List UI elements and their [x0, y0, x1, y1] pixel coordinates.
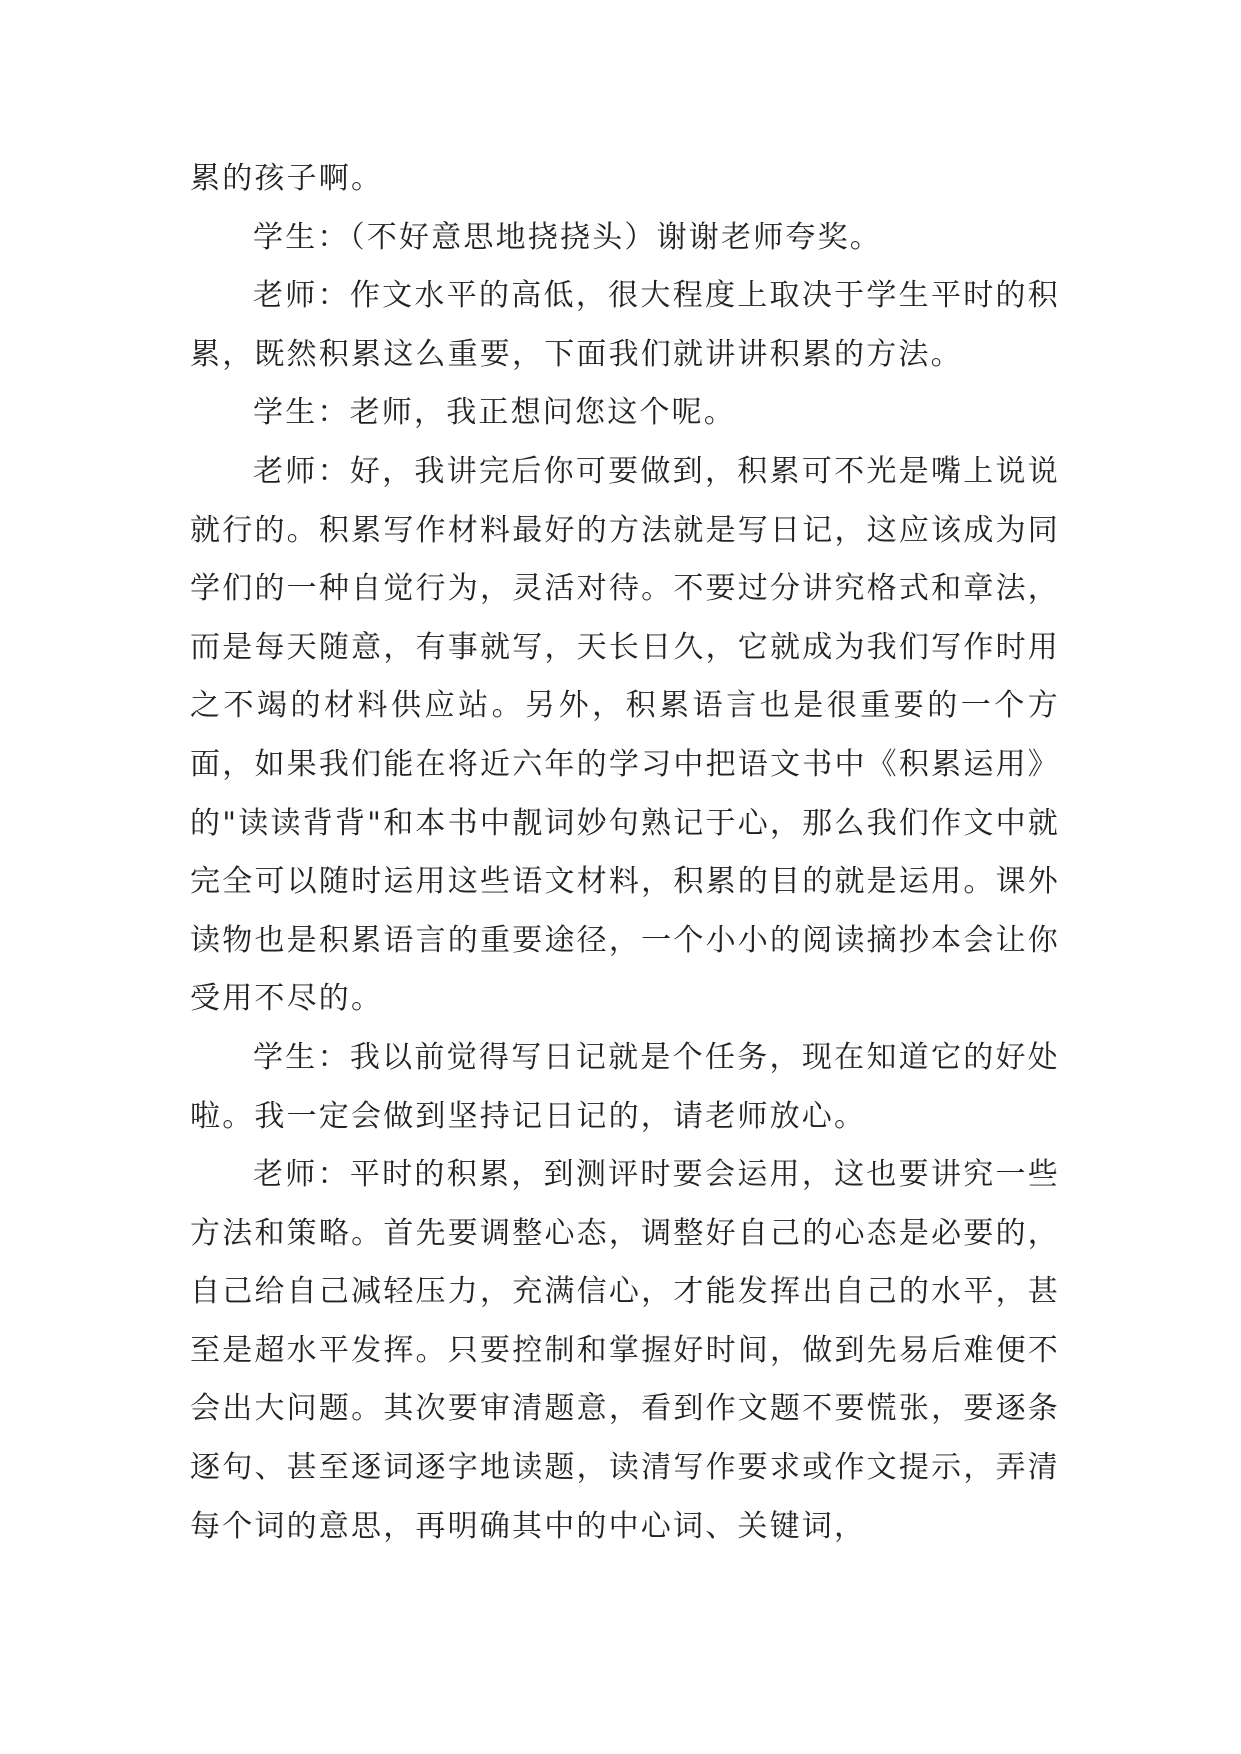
paragraph-7: 老师：平时的积累，到测评时要会运用，这也要讲究一些方法和策略。首先要调整心态，调整好自己的心态是必要的，自己给自己减轻压力，充满信心，才能发挥出自己的水平，甚至是超水平发挥。只要控制和掌握好时间，做到先易后难便不会出大问题。其次要审清题意，看到作文题不要慌张，要逐条逐句、甚至逐词逐字地读题，读清写作要求或作文提示，弄清每个词的意思，再明确其中的中心词、关键词， [190, 1157, 1060, 1544]
paragraph-6: 学生：我以前觉得写日记就是个任务，现在知道它的好处啦。我一定会做到坚持记日记的，请老师放心。 [190, 1039, 1060, 1134]
paragraph-4: 学生：老师，我正想问您这个呢。 [253, 395, 736, 431]
paragraph-1: 累的孩子啊。 [190, 161, 384, 196]
paragraph-5: 老师：好，我讲完后你可要做到，积累可不光是嘴上说说就行的。积累写作材料最好的方法就是写日记，这应该成为同学们的一种自觉行为，灵活对待。不要过分讲究格式和章法，而是每天随意，有事就写，天长日久，它就成为我们写作时用之不竭的材料供应站。另外，积累语言也是很重要的一个方面，如果我们能在将近六年的学习中把语文书中《积累运用》的"读读背背"和本书中靓词妙句熟记于心，那么我们作文中就完全可以随时运用这些语文材料，积累的目的就是运用。课外读物也是积累语言的重要途径，一个小小的阅读摘抄本会让你受用不尽的。 [190, 453, 1060, 1017]
paragraph-3: 老师：作文水平的高低，很大程度上取决于学生平时的积累，既然积累这么重要，下面我们就讲讲积累的方法。 [190, 278, 1060, 372]
paragraph-2: 学生：（不好意思地挠挠头）谢谢老师夸奖。 [253, 219, 882, 255]
document-page [190, 150, 1060, 1556]
